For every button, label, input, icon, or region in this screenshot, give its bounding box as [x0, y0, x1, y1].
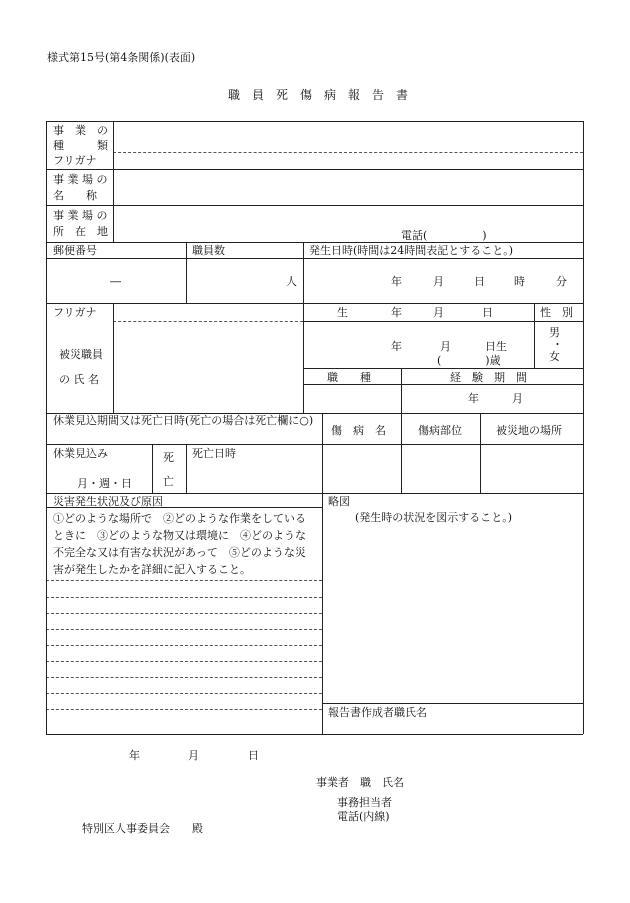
- label-shobyomei: 傷 病 名: [331, 424, 386, 437]
- label-getsu-shu-hi: 月・週・日: [77, 477, 132, 490]
- label-sakuseisha: 報告書作成者職氏名: [328, 706, 427, 719]
- label-umare: 生: [337, 306, 348, 319]
- label-seibetsu: 性 別: [540, 306, 573, 319]
- label-yubin: 郵便番号: [53, 244, 97, 257]
- label-saigai-hassei: 災害発生状況及び原因: [53, 495, 163, 508]
- field-shozaichi[interactable]: [114, 206, 394, 241]
- gender-dot: ・: [552, 338, 563, 351]
- footer-month: 月: [188, 749, 199, 762]
- keiken-month: 月: [512, 392, 523, 405]
- label-kyugyo-kikan: 休業見込期間又は死亡日時(死亡の場合は死亡欄に○): [53, 414, 314, 427]
- field-shobyomei[interactable]: [323, 445, 400, 492]
- field-saigai-detail[interactable]: [47, 581, 321, 733]
- label-furigana-2: フリガナ: [53, 306, 97, 319]
- unit-year: 年: [391, 275, 402, 288]
- label-denwa: 電話( ): [401, 229, 487, 242]
- field-furigana[interactable]: [114, 153, 582, 168]
- form-number: 様式第15号(第4条関係)(表面): [47, 51, 196, 64]
- label-umare-tsuki: 月: [433, 306, 444, 319]
- footer-addressee: 特別区人事委員会 殿: [82, 822, 203, 835]
- field-shibo-nichiji[interactable]: [187, 460, 321, 492]
- field-seibetsu[interactable]: [535, 322, 582, 367]
- age-label: ( )歳: [437, 354, 501, 367]
- footer-denwa-naisen: 電話(内線): [337, 810, 390, 823]
- field-keiken[interactable]: [402, 385, 582, 412]
- field-hisai-furigana[interactable]: [114, 304, 302, 320]
- field-shokuinsu[interactable]: [187, 259, 302, 302]
- field-yubin[interactable]: [47, 259, 185, 302]
- unit-nin: 人: [286, 275, 297, 288]
- field-shokushu[interactable]: [304, 385, 400, 412]
- gender-female: 女: [549, 350, 560, 363]
- dob-year: 年: [391, 340, 402, 353]
- label-umare-hi: 日: [482, 306, 493, 319]
- footer-jigyosha: 事業者 職 氏名: [316, 776, 404, 789]
- label-jigyo-shurui: 事 業 の: [53, 124, 108, 137]
- field-jigyo-shurui[interactable]: [114, 122, 582, 152]
- label-ryakuzu: 略図: [328, 495, 350, 508]
- footer-day: 日: [248, 749, 259, 762]
- keiken-year: 年: [468, 392, 479, 405]
- field-hisai-shimei[interactable]: [114, 322, 302, 412]
- footer-year: 年: [129, 749, 140, 762]
- label-shibo-nichiji: 死亡日時: [192, 447, 236, 460]
- gender-male: 男: [549, 326, 560, 339]
- label-hisai-shimei: の 氏 名: [59, 373, 99, 386]
- label-shokushu: 職 種: [327, 371, 371, 384]
- saigai-instructions: ①どのような場所で ②どのような作業をしているときに ③どのような物又は環境に ④どのような不完全な又は有害な状況があって ⑤どのような災害が発生したかを詳細に記入すること。: [53, 512, 306, 576]
- field-ryakuzu[interactable]: [323, 530, 582, 702]
- field-sakuseisha[interactable]: [323, 720, 582, 733]
- unit-day: 日: [474, 275, 485, 288]
- form-title: 職 員 死 傷 病 報 告 書: [228, 88, 409, 102]
- unit-minute: 分: [556, 275, 567, 288]
- label-shozaichi-2: 所 在 地: [53, 225, 108, 238]
- dob-month: 月: [440, 340, 451, 353]
- label-hassei-nichiji: 発生日時(時間は24時間表記とすること。): [309, 244, 514, 257]
- label-shokuinsu: 職員数: [192, 244, 225, 257]
- label-keiken: 経 験 期 間: [450, 371, 527, 384]
- label-jigyo-shurui-2: 種 類: [53, 139, 108, 152]
- field-shobyo-bui[interactable]: [402, 445, 479, 492]
- label-shozaichi: 事 業 場 の: [53, 209, 108, 222]
- field-shibo-mark[interactable]: [153, 445, 185, 492]
- label-shobyo-bui: 傷病部位: [418, 424, 462, 437]
- label-hisaichi: 被災地の場所: [496, 424, 562, 437]
- label-shi: 死: [163, 451, 174, 464]
- ryakuzu-note: (発生時の状況を図示すること。): [355, 511, 513, 524]
- field-hisaichi[interactable]: [481, 445, 582, 492]
- footer-jimu-tanto: 事務担当者: [337, 796, 392, 809]
- postal-dash: ―: [110, 275, 121, 288]
- field-dob[interactable]: [304, 322, 533, 367]
- label-furigana: フリガナ: [53, 154, 97, 167]
- label-jigyojo-meisho-2: 名 称: [53, 189, 97, 202]
- dob-day: 日生: [485, 340, 507, 353]
- label-bo: 亡: [163, 475, 174, 488]
- unit-hour: 時: [514, 275, 525, 288]
- label-hisai-shokuin: 被災職員: [59, 348, 103, 361]
- field-kyugyo-mikomi[interactable]: [47, 445, 151, 492]
- field-jigyojo-meisho[interactable]: [114, 170, 582, 204]
- label-kyugyo-mikomi: 休業見込み: [53, 447, 108, 460]
- field-hassei-nichiji[interactable]: [304, 259, 582, 302]
- label-umare-nen: 年: [391, 306, 402, 319]
- label-jigyojo-meisho: 事 業 場 の: [53, 173, 108, 186]
- unit-month: 月: [433, 275, 444, 288]
